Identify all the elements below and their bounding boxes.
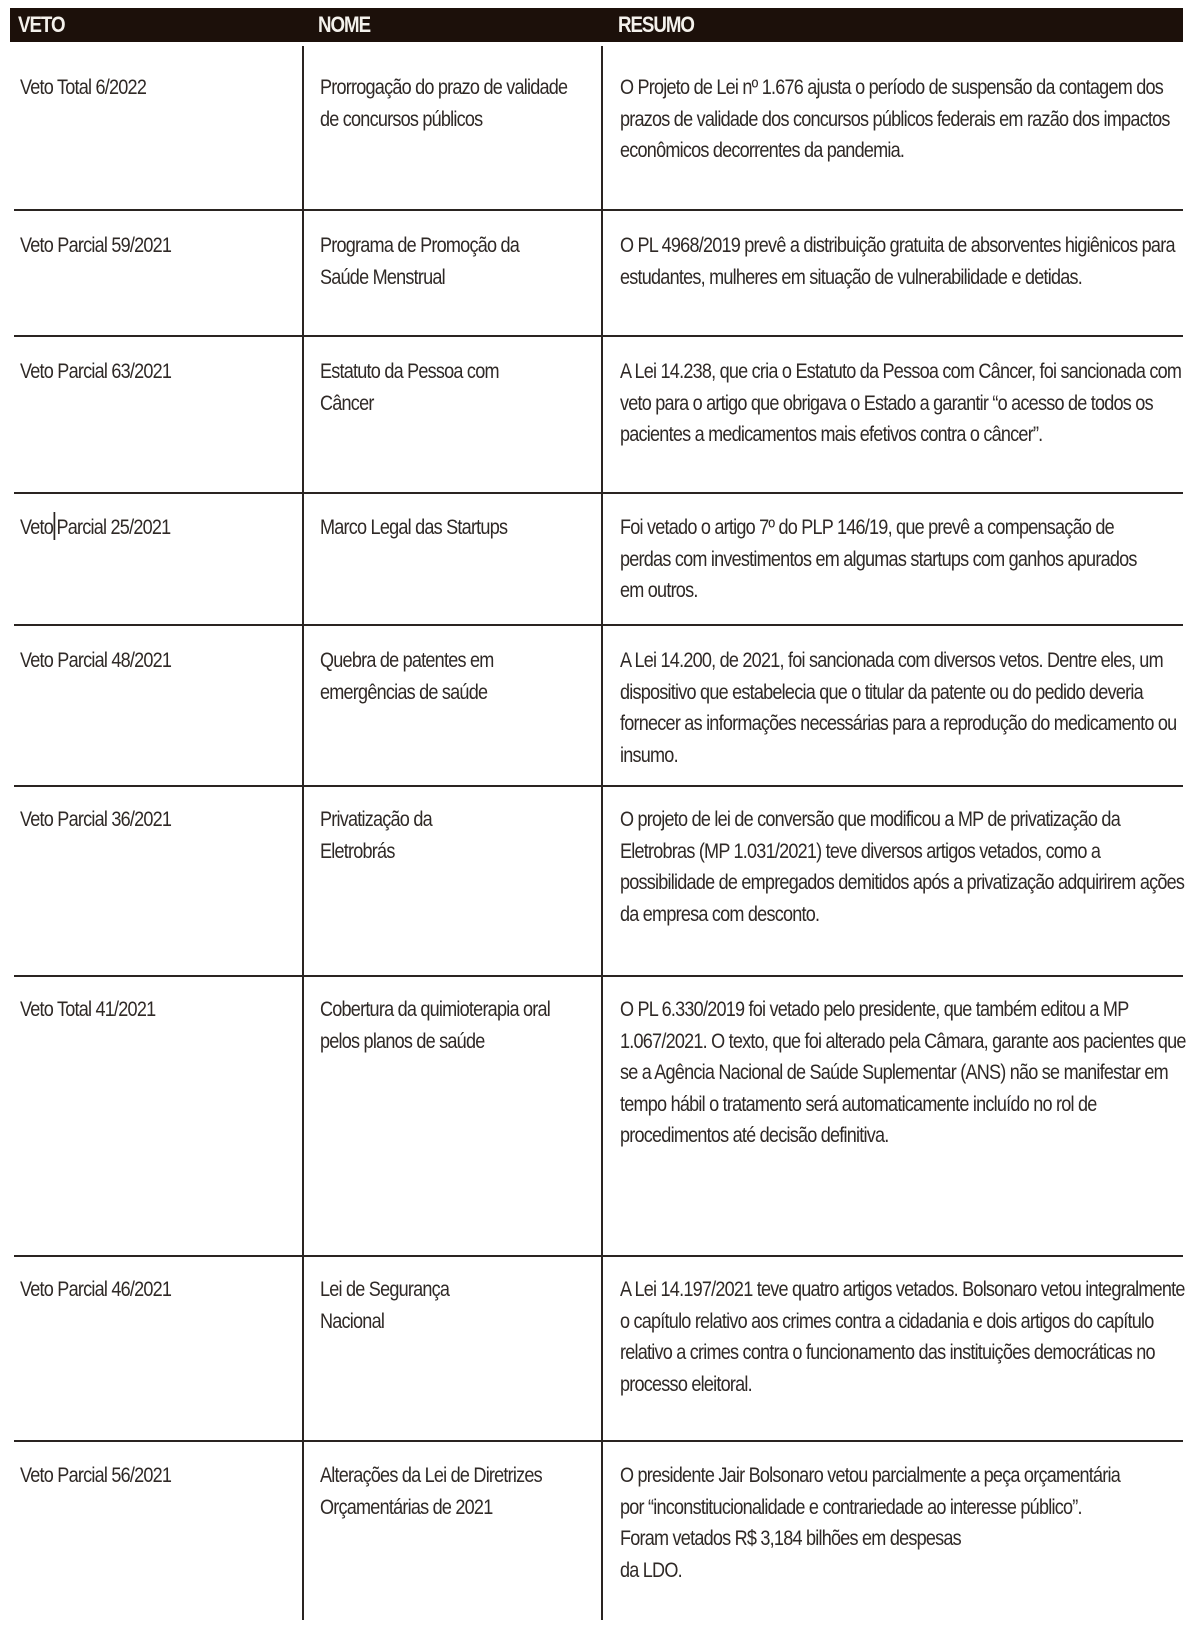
row-divider — [14, 975, 1183, 977]
resumo-cell: A Lei 14.197/2021 teve quatro artigos vetados. Bolsonaro vetou integralmente o capítulo relativo aos crimes contra a cidadania e dois artigos do capítulo relativo a crimes contra o funcionamento das instituições democráticas no processo eleitoral. — [620, 1278, 1185, 1396]
veto-cell-part: Veto — [20, 516, 54, 539]
row-divider — [14, 492, 1183, 494]
resumo-text-continued: Foram vetados R$ 3,184 bilhões em despesas da LDO. — [620, 1527, 961, 1582]
resumo-cell: O Projeto de Lei nº 1.676 ajusta o período de suspensão da contagem dos prazos de validade dos concursos públicos federais em razão dos impactos econômicos decorrentes da pandemia. — [620, 76, 1170, 163]
nome-cell: Privatização da Eletrobrás — [320, 808, 432, 863]
resumo-cell: O PL 4968/2019 prevê a distribuição gratuita de absorventes higiênicos para estudantes, mulheres em situação de vulnerabilidade e detidas. — [620, 234, 1175, 289]
veto-cell: Veto Parcial 56/2021 — [20, 1464, 172, 1487]
header-nome: NOME — [318, 12, 371, 37]
veto-cell: Veto Parcial 46/2021 — [20, 1278, 172, 1301]
veto-cell: Veto Parcial 36/2021 — [20, 808, 172, 831]
veto-cell: Veto Total 41/2021 — [20, 998, 156, 1021]
veto-cell-part: Parcial 25/2021 — [56, 516, 171, 539]
nome-cell: Alterações da Lei de Diretrizes Orçamentárias de 2021 — [320, 1464, 542, 1519]
resumo-cell: Foi vetado o artigo 7º do PLP 146/19, que prevê a compensação de perdas com investimentos em algumas startups com ganhos apurados em outros. — [620, 516, 1137, 603]
row-divider — [14, 209, 1183, 211]
row-divider — [14, 624, 1183, 626]
nome-cell: Marco Legal das Startups — [320, 516, 508, 539]
veto-cell: Veto Parcial 48/2021 — [20, 649, 172, 672]
resumo-cell: A Lei 14.200, de 2021, foi sancionada com diversos vetos. Dentre eles, um dispositivo que estabelecia que o titular da patente ou do pedido deveria fornecer as informações necessárias para a reprodução do medicamento ou insumo. — [620, 649, 1177, 767]
nome-cell: Prorrogação do prazo de validade de concursos públicos — [320, 76, 568, 131]
row-divider — [14, 1255, 1183, 1257]
table-header — [10, 8, 1183, 42]
veto-cell: Veto Total 6/2022 — [20, 76, 147, 99]
header-resumo: RESUMO — [618, 12, 694, 37]
row-divider — [14, 335, 1183, 337]
nome-cell: Lei de Segurança Nacional — [320, 1278, 450, 1333]
resumo-cell: A Lei 14.238, que cria o Estatuto da Pessoa com Câncer, foi sancionada com veto para o artigo que obrigava o Estado a garantir “o acesso de todos os pacientes a medicamentos mais efetivos contra o câncer”. — [620, 360, 1182, 447]
resumo-cell — [620, 1460, 1145, 1586]
nome-cell: Estatuto da Pessoa com Câncer — [320, 360, 499, 415]
column-divider — [302, 46, 304, 1620]
veto-cell: Veto Parcial 59/2021 — [20, 234, 172, 257]
row-divider — [14, 1440, 1183, 1442]
resumo-text: O presidente Jair Bolsonaro vetou parcialmente a peça orçamentária por “inconstitucionalidade e contrariedade ao interesse público”. — [620, 1464, 1121, 1519]
resumo-cell: O PL 6.330/2019 foi vetado pelo presidente, que também editou a MP 1.067/2021. O texto, que foi alterado pela Câmara, garante aos pacientes que se a Agência Nacional de Saúde Suplementar (ANS) não se manifestar em tempo hábil o tratamento será automaticamente incluído no rol de procedimentos até decisão definitiva. — [620, 998, 1186, 1148]
veto-cell — [20, 512, 287, 544]
nome-cell: Cobertura da quimioterapia oral pelos planos de saúde — [320, 998, 550, 1053]
row-divider — [14, 785, 1183, 787]
nome-cell: Programa de Promoção da Saúde Menstrual — [320, 234, 520, 289]
veto-cell: Veto Parcial 63/2021 — [20, 360, 172, 383]
column-divider — [601, 46, 603, 1620]
resumo-cell: O projeto de lei de conversão que modificou a MP de privatização da Eletrobras (MP 1.031/2021) teve diversos artigos vetados, como a possibilidade de empregados demitidos após a privatização adquirirem ações da empresa com desconto. — [620, 808, 1185, 926]
nome-cell: Quebra de patentes em emergências de saúde — [320, 649, 494, 704]
header-veto: VETO — [18, 12, 65, 37]
